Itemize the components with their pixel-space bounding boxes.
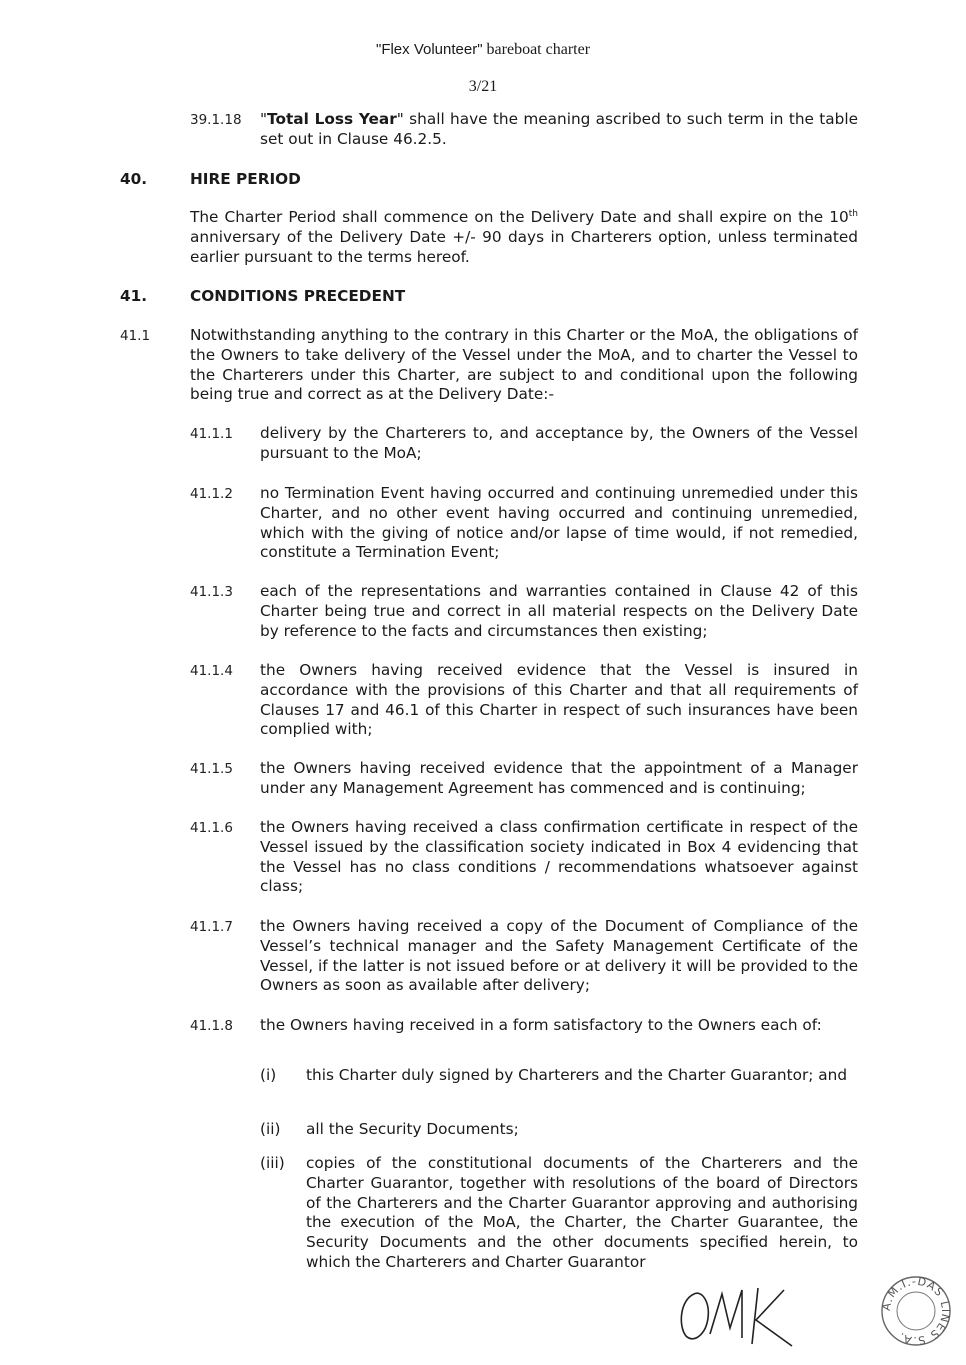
quote-close: " bbox=[477, 41, 483, 58]
item-number: 41.1.3 bbox=[190, 584, 233, 600]
item-text: the Owners having received a class confirmation certificate in respect of the Vessel issued by the classification society indicated in Box 4 evidencing that the Vessel has no class conditions / recommendations whatsoever against class; bbox=[260, 818, 858, 896]
svg-text:A.M.I.-DAS LINES S.A. bbox=[880, 1275, 952, 1347]
ship-name: Flex Volunteer bbox=[381, 41, 478, 58]
section-title: HIRE PERIOD bbox=[190, 170, 301, 188]
item-number: 41.1.1 bbox=[190, 426, 233, 442]
stamp-text: A.M.I.-DAS LINES S.A. bbox=[880, 1275, 952, 1347]
item-number: 41.1.4 bbox=[190, 663, 233, 679]
clause-number: 41.1 bbox=[120, 328, 151, 344]
section-text bbox=[190, 208, 858, 267]
handwritten-initials-signature bbox=[672, 1282, 802, 1352]
item-number: 41.1.7 bbox=[190, 919, 233, 935]
subitem-number: (iii) bbox=[260, 1154, 285, 1172]
item-text: the Owners having received evidence that the appointment of a Manager under any Management Agreement has commenced and is continuing; bbox=[260, 759, 858, 797]
clause-text bbox=[260, 110, 858, 150]
item-number: 41.1.8 bbox=[190, 1018, 233, 1034]
quote-mark: " bbox=[260, 110, 268, 128]
item-number: 41.1.2 bbox=[190, 486, 233, 502]
item-number: 41.1.6 bbox=[190, 820, 233, 836]
section-title: CONDITIONS PRECEDENT bbox=[190, 287, 406, 305]
document-header-title bbox=[0, 41, 966, 59]
company-stamp bbox=[880, 1275, 952, 1347]
item-number: 41.1.5 bbox=[190, 761, 233, 777]
section-text-part: The Charter Period shall commence on the Delivery Date and shall expire on the 10 bbox=[190, 208, 849, 226]
section-number: 41. bbox=[120, 287, 148, 305]
subitem-text: copies of the constitutional documents of the Charterers and the Charter Guarantor, together with resolutions of the board of Directors of the Charterers and the Charter Guarantor approving and authorising the execution of the MoA, the Charter, the Charter Guarantee, the Security Documents and the other documents specified herein, to which the Charterers and Charter Guarantor bbox=[306, 1154, 858, 1271]
item-text: the Owners having received a copy of the Document of Compliance of the Vessel’s technical manager and the Safety Management Certificate of the Vessel, if the latter is not issued before or at delivery it will be provided to the Owners as soon as available after delivery; bbox=[260, 917, 858, 995]
item-text: each of the representations and warranties contained in Clause 42 of this Charter being true and correct in all material respects on the Delivery Date by reference to the facts and circumstances then existing; bbox=[260, 582, 858, 640]
subitem-number: (ii) bbox=[260, 1120, 281, 1138]
item-text: the Owners having received evidence that the Vessel is insured in accordance with the provisions of this Charter and that all requirements of Clauses 17 and 46.1 of this Charter in respect of such insurances have been complied with; bbox=[260, 661, 858, 739]
item-text: delivery by the Charterers to, and acceptance by, the Owners of the Vessel pursuant to the MoA; bbox=[260, 424, 858, 462]
subitem-number: (i) bbox=[260, 1066, 277, 1084]
document-title: bareboat charter bbox=[482, 41, 591, 58]
item-text: the Owners having received in a form satisfactory to the Owners each of: bbox=[260, 1016, 822, 1034]
definition-text: shall have the meaning ascribed to such term in the table set out in Clause 46.2.5. bbox=[260, 110, 858, 148]
clause-number: 39.1.18 bbox=[190, 112, 242, 128]
section-text-part: anniversary of the Delivery Date +/- 90 days in Charterers option, unless terminated earlier pursuant to the terms hereof. bbox=[190, 227, 858, 266]
defined-term: Total Loss Year bbox=[267, 110, 397, 128]
superscript: th bbox=[848, 208, 858, 219]
item-text: no Termination Event having occurred and continuing unremedied under this Charter, and no other event having occurred and continuing unremedied, which with the giving of notice and/or lapse of time would, if not remedied, constitute a Termination Event; bbox=[260, 484, 858, 562]
quote-mark: " bbox=[396, 110, 404, 128]
section-number: 40. bbox=[120, 170, 148, 188]
clause-text: Notwithstanding anything to the contrary in this Charter or the MoA, the obligations of the Owners to take delivery of the Vessel under the MoA, and to charter the Vessel to the Charterers under this Charter, are subject to and conditional upon the following being true and correct as at the Delivery Date:- bbox=[190, 326, 858, 404]
subitem-text: all the Security Documents; bbox=[306, 1120, 519, 1138]
page-number: 3/21 bbox=[468, 78, 498, 95]
subitem-text: this Charter duly signed by Charterers and the Charter Guarantor; and bbox=[306, 1066, 848, 1084]
quote-open: " bbox=[375, 41, 382, 58]
